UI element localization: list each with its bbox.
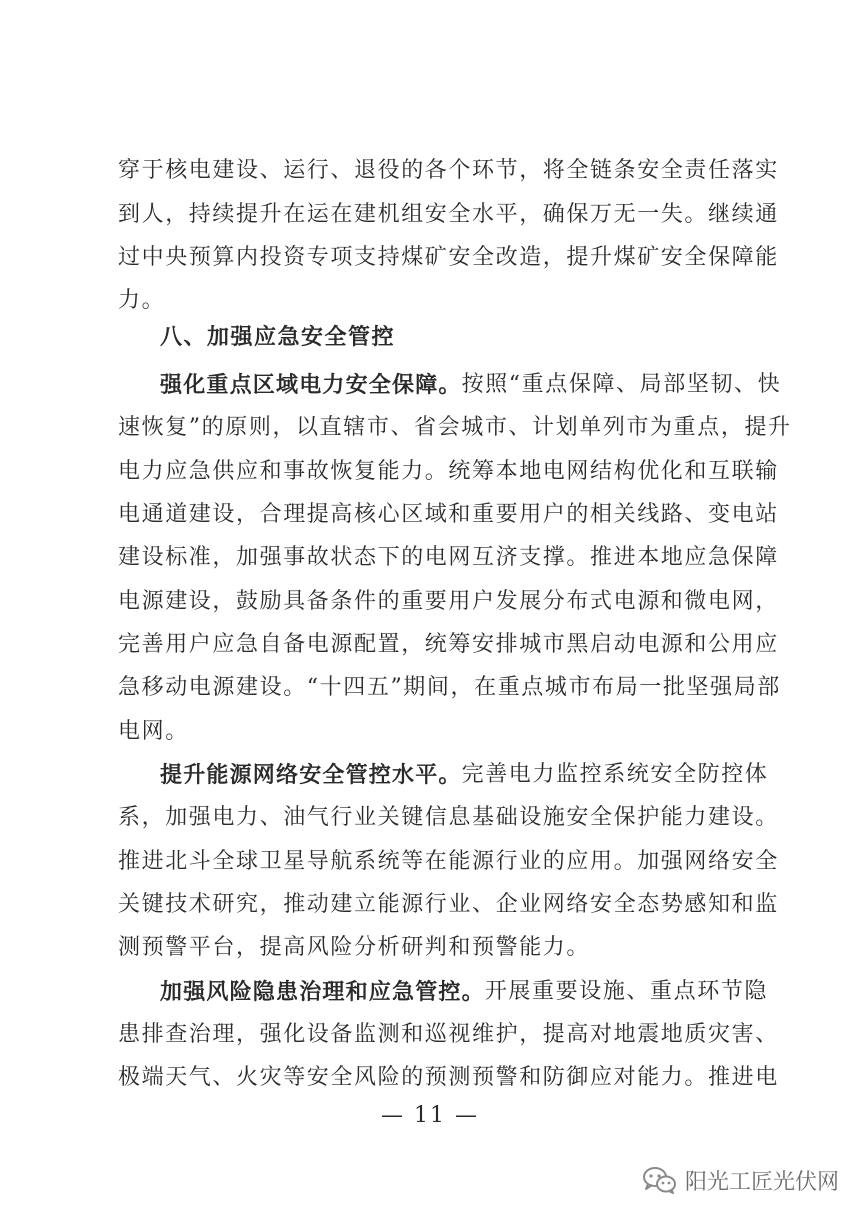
section-heading: 八、加强应急安全管控 — [160, 325, 396, 350]
paragraph-line-rest: 开展重要设施、重点环节隐 — [484, 979, 769, 1004]
paragraph-line: 电源建设，鼓励具备条件的重要用户发展分布式电源和微电网， — [118, 589, 779, 614]
paragraph-line: 急移动电源建设。“十四五”期间，在重点城市布局一批坚强局部 — [118, 675, 781, 700]
watermark — [641, 1160, 839, 1200]
paragraph-line: 过中央预算内投资专项支持煤矿安全改造，提升煤矿安全保障能 — [118, 245, 779, 270]
paragraph-line: 关键技术研究，推动建立能源行业、企业网络安全态势感知和监 — [118, 892, 779, 917]
paragraph-line: 到人，持续提升在运在建机组安全水平，确保万无一失。继续通 — [118, 202, 779, 227]
paragraph-line: 患排查治理，强化设备监测和巡视维护，提高对地震地质灾害、 — [118, 1022, 779, 1047]
page-number: — 11 — — [381, 1103, 479, 1128]
paragraph-lead: 加强风险隐患治理和应急管控。 — [160, 979, 485, 1005]
paragraph-first-line — [160, 370, 782, 400]
paragraph-line: 电通道建设，合理提高核心区域和重要用户的相关线路、变电站 — [118, 502, 779, 527]
paragraph-line: 极端天气、火灾等安全风险的预测预警和防御应对能力。推进电 — [118, 1065, 779, 1090]
paragraph-line: 系，加强电力、油气行业关键信息基础设施安全保护能力建设。 — [118, 805, 779, 830]
paragraph-line: 测预警平台，提高风险分析研判和预警能力。 — [118, 935, 591, 960]
paragraph-line: 穿于核电建设、运行、退役的各个环节，将全链条安全责任落实 — [118, 158, 779, 183]
paragraph-line: 力。 — [118, 288, 166, 313]
paragraph-first-line — [160, 760, 769, 790]
paragraph-first-line — [160, 977, 769, 1007]
watermark-text: 阳光工匠光伏网 — [685, 1169, 840, 1195]
paragraph-lead: 提升能源网络安全管控水平。 — [160, 762, 462, 788]
paragraph-line: 速恢复”的原则，以直辖市、省会城市、计划单列市为重点，提升 — [118, 415, 792, 440]
paragraph-lead: 强化重点区域电力安全保障。 — [160, 372, 462, 398]
paragraph-line: 电力应急供应和事故恢复能力。统筹本地电网结构优化和互联输 — [118, 459, 779, 484]
paragraph-line-rest: 完善电力监控系统安全防控体 — [461, 762, 769, 787]
paragraph-line: 推进北斗全球卫星导航系统等在能源行业的应用。加强网络安全 — [118, 849, 779, 874]
paragraph-line: 完善用户应急自备电源配置，统筹安排城市黑启动电源和公用应 — [118, 632, 779, 657]
paragraph-line: 电网。 — [118, 719, 189, 744]
paragraph-line-rest: 按照“重点保障、局部坚韧、快 — [461, 372, 782, 397]
paragraph-line: 建设标准，加强事故状态下的电网互济支撑。推进本地应急保障 — [118, 545, 779, 570]
wechat-icon — [641, 1165, 677, 1195]
